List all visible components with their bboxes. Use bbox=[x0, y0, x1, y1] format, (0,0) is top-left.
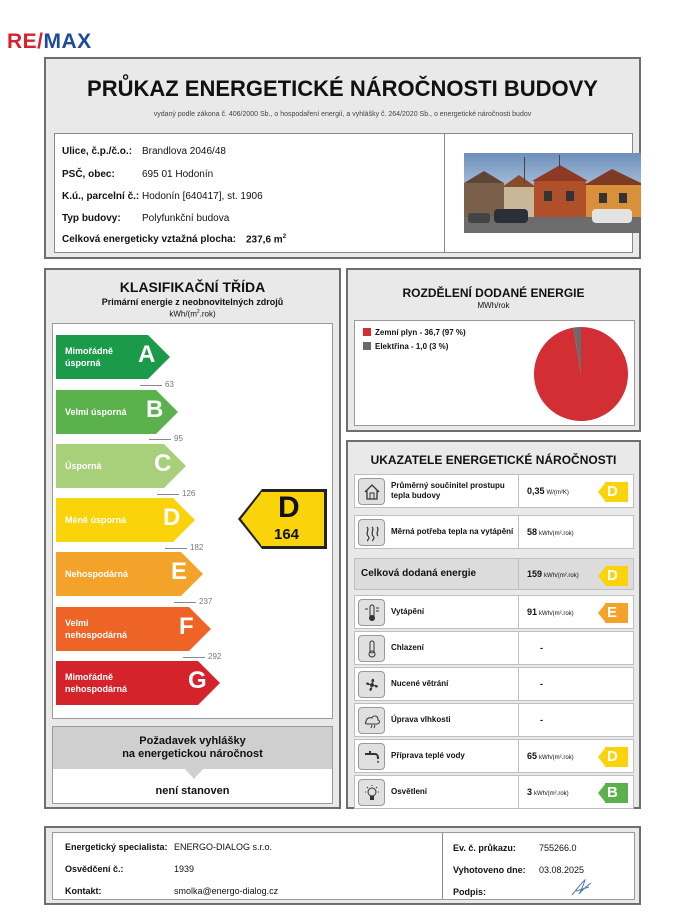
class-arrow-a bbox=[56, 335, 170, 379]
indicator-row bbox=[354, 474, 634, 508]
legend-electricity: Elektřina - 1,0 (3 %) bbox=[363, 342, 448, 351]
class-label: Úsporná bbox=[65, 461, 102, 471]
class-letter: G bbox=[188, 667, 207, 694]
indicator-unit: W/(m²K) bbox=[546, 490, 569, 496]
indicator-value: 3 kWh/(m².rok) bbox=[527, 787, 569, 797]
class-arrow-g bbox=[56, 661, 220, 705]
indicator-value: - bbox=[540, 679, 543, 689]
classification-title: KLASIFIKAČNÍ TŘÍDA bbox=[119, 279, 266, 295]
indicator-row bbox=[354, 631, 634, 665]
distribution-panel bbox=[346, 268, 641, 432]
indicator-unit: kWh/(m².rok) bbox=[539, 531, 574, 537]
indicator-value: - bbox=[540, 715, 543, 725]
class-arrow-c bbox=[56, 444, 186, 488]
classification-subtitle: Primární energie z neobnovitelných zdrojů bbox=[101, 297, 284, 307]
classification-unit: kWh/$(m^2.rok)$ bbox=[169, 309, 216, 319]
header-panel bbox=[44, 57, 641, 259]
house-icon bbox=[358, 478, 385, 505]
legend-electricity-swatch bbox=[363, 342, 371, 350]
class-arrow-e bbox=[56, 552, 203, 596]
indicator-label: Příprava teplé vody bbox=[391, 751, 465, 760]
indicator-label: Úprava vlhkosti bbox=[391, 715, 451, 724]
indicator-class-badge: D bbox=[598, 747, 628, 767]
energy-pie-chart bbox=[531, 324, 631, 424]
indicator-row bbox=[354, 595, 634, 629]
indicator-class-badge: D bbox=[598, 566, 628, 586]
class-letter: D bbox=[163, 504, 181, 531]
indicator-row bbox=[354, 558, 634, 590]
class-boundary: 237 bbox=[199, 597, 213, 606]
fan-icon bbox=[358, 671, 385, 698]
bulb-icon bbox=[358, 779, 385, 806]
indicator-value: 58 kWh/(m².rok) bbox=[527, 527, 574, 537]
signature-image bbox=[569, 877, 595, 899]
specialist-value: ENERGO-DIALOG s.r.o. bbox=[174, 842, 273, 852]
indicator-class-badge: E bbox=[598, 603, 628, 623]
indicator-row bbox=[354, 775, 634, 809]
contact-value: smolka@energo-dialog.cz bbox=[174, 886, 279, 896]
issued-date-value: 03.08.2025 bbox=[539, 865, 585, 875]
indicator-value: - bbox=[540, 643, 543, 653]
indicator-unit: kWh/(m².rok) bbox=[539, 755, 574, 761]
distribution-unit: MWh/rok bbox=[477, 301, 510, 310]
building-info-box: Ulice, č.p./č.o.: Brandlova 2046/48 PSČ, obec: 695 01 Hodonín K.ú., parcelní č.: Hodonín [640417], st. 1906 Typ budovy: Polyfunkční budova Celková energeticky vztažná plocha: 237,6 $m^2$ bbox=[54, 133, 633, 253]
heat-icon bbox=[358, 519, 385, 546]
class-label: Nehospodárná bbox=[65, 569, 129, 579]
requirement-title-2: na energetickou náročnost bbox=[122, 748, 263, 760]
result-class-value: 164 bbox=[274, 526, 300, 543]
footer-panel bbox=[44, 826, 641, 905]
document-subtitle: vydaný podle zákona č. 406/2000 Sb., o hospodaření energií, a vyhlášky č. 264/2020 Sb., o energetické náročnosti budov bbox=[153, 111, 532, 118]
certificate-value: 1939 bbox=[174, 864, 195, 874]
class-boundary: 95 bbox=[174, 434, 183, 443]
ev-number-label: Ev. č. průkazu: bbox=[453, 843, 516, 853]
class-letter: F bbox=[179, 613, 194, 640]
contact-label: Kontakt: bbox=[65, 886, 102, 896]
class-arrow-d bbox=[56, 498, 195, 542]
indicator-label: Celková dodaná energie bbox=[361, 568, 477, 579]
remax-logo: RE/MAX bbox=[7, 30, 92, 53]
class-boundary: 292 bbox=[208, 652, 222, 661]
indicator-value: 91 kWh/(m².rok) bbox=[527, 607, 574, 617]
indicator-class-badge: B bbox=[598, 783, 628, 803]
building-photo bbox=[464, 153, 641, 233]
document-title: PRŮKAZ ENERGETICKÉ NÁROČNOSTI BUDOVY bbox=[87, 76, 598, 101]
indicator-label: Chlazení bbox=[391, 643, 424, 652]
indicator-label: Průměrný součinitel prostupu tepla budovy bbox=[391, 481, 505, 500]
class-boundary: 63 bbox=[165, 380, 174, 389]
class-label: Méně úsporná bbox=[65, 515, 127, 525]
ev-number-value: 755266.0 bbox=[539, 843, 577, 853]
indicator-row bbox=[354, 703, 634, 737]
indicator-row bbox=[354, 515, 634, 549]
class-arrow-f bbox=[56, 607, 211, 651]
indicator-label: Nucené větrání bbox=[391, 679, 449, 688]
class-label: Mimořádně úsporná bbox=[65, 346, 114, 368]
indicator-value: 65 kWh/(m².rok) bbox=[527, 751, 574, 761]
footer-box bbox=[52, 832, 635, 900]
class-label: Velmi úsporná bbox=[65, 407, 127, 417]
distribution-box bbox=[354, 320, 635, 426]
class-arrow-b bbox=[56, 390, 178, 434]
issued-date-label: Vyhotoveno dne: bbox=[453, 865, 526, 875]
requirement-value: není stanoven bbox=[155, 785, 230, 797]
indicator-row bbox=[354, 739, 634, 773]
requirement-box bbox=[52, 726, 333, 804]
class-letter: B bbox=[146, 396, 164, 423]
humidity-icon bbox=[358, 707, 385, 734]
indicator-class-badge: D bbox=[598, 482, 628, 502]
result-class-marker bbox=[238, 489, 327, 549]
indicator-label: Měrná potřeba tepla na vytápění bbox=[391, 527, 514, 536]
legend-gas: Zemní plyn - 36,7 (97 %) bbox=[363, 328, 466, 337]
faucet-icon bbox=[358, 743, 385, 770]
cooling-thermometer-icon bbox=[358, 635, 385, 662]
result-class-letter: D bbox=[278, 491, 300, 524]
indicator-row bbox=[354, 667, 634, 701]
indicator-unit: kWh/(m².rok) bbox=[534, 791, 569, 797]
indicators-title: UKAZATELE ENERGETICKÉ NÁROČNOSTI bbox=[370, 453, 617, 467]
class-boundary: 126 bbox=[182, 489, 196, 498]
indicator-unit: kWh/(m².rok) bbox=[544, 573, 579, 579]
class-label: Velmi nehospodárná bbox=[65, 618, 128, 640]
legend-gas-swatch bbox=[363, 328, 371, 336]
class-label: Mimořádně nehospodárná bbox=[65, 672, 128, 694]
certificate-label: Osvědčení č.: bbox=[65, 864, 124, 874]
class-letter: C bbox=[154, 450, 172, 477]
requirement-title-1: Požadavek vyhlášky bbox=[139, 735, 246, 747]
indicator-label: Vytápění bbox=[391, 607, 425, 616]
indicator-value: 0,35 W/(m²K) bbox=[527, 486, 569, 496]
class-letter: E bbox=[171, 558, 188, 585]
indicator-value: 159 kWh/(m².rok) bbox=[527, 569, 579, 579]
indicator-unit: kWh/(m².rok) bbox=[539, 611, 574, 617]
signature-label: Podpis: bbox=[453, 887, 486, 897]
thermometer-icon bbox=[358, 599, 385, 626]
class-letter: A bbox=[138, 341, 156, 368]
class-boundary: 182 bbox=[190, 543, 204, 552]
specialist-label: Energetický specialista: bbox=[65, 842, 168, 852]
indicator-label: Osvětlení bbox=[391, 787, 428, 796]
distribution-title: ROZDĚLENÍ DODANÉ ENERGIE bbox=[402, 286, 585, 300]
